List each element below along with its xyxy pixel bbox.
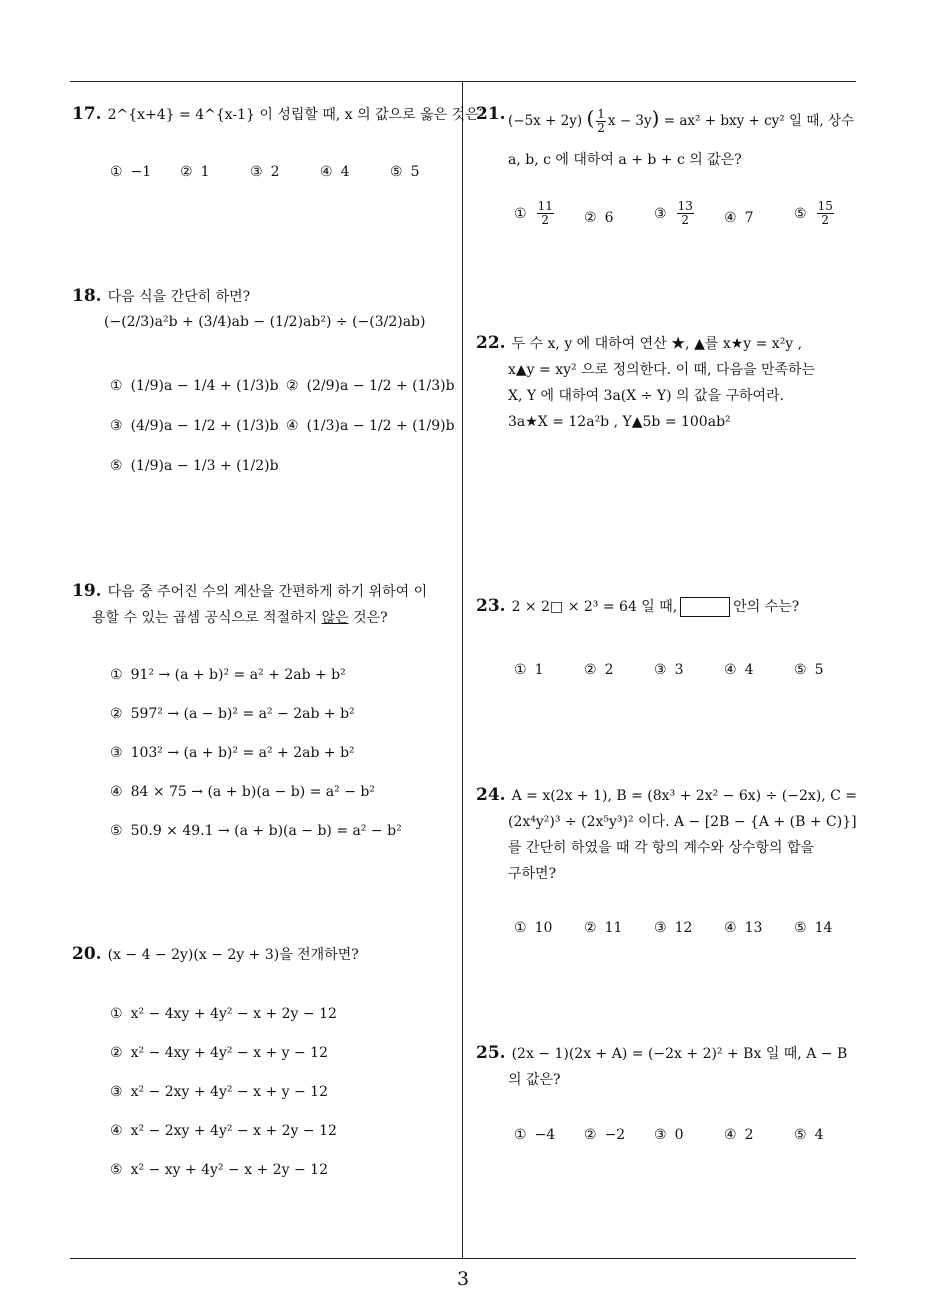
question-text-line: x▲y = xy² 으로 정의한다. 이 때, 다음을 만족하는 — [508, 362, 816, 378]
q21-line-2: a, b, c 에 대하여 a + b + c 의 값은? — [508, 152, 742, 168]
q20-option-1[interactable]: ① x² − 4xy + 4y² − x + 2y − 12 — [110, 1006, 337, 1022]
bottom-rule — [70, 1258, 856, 1259]
q18-option-2[interactable]: ② (2/9)a − 1/2 + (1/3)b — [286, 378, 455, 394]
q21-option-3[interactable]: ③ $\frac{13}{2}$ — [654, 199, 693, 227]
q20-option-5[interactable]: ⑤ x² − xy + 4y² − x + 2y − 12 — [110, 1162, 328, 1178]
q23-option-2[interactable]: ② 2 — [584, 662, 614, 678]
question-text: 안의 수는? — [733, 599, 800, 615]
question-21 — [476, 104, 512, 125]
underlined-word: 않은 — [321, 610, 349, 626]
q21-option-5[interactable]: ⑤ $\frac{15}{2}$ — [794, 199, 833, 227]
q19-option-2[interactable]: ② 597² → (a − b)² = a² − 2ab + b² — [110, 706, 355, 722]
question-text: 다음 식을 간단히 하면? — [107, 289, 251, 305]
q23-option-5[interactable]: ⑤ 5 — [794, 662, 824, 678]
question-22 — [476, 330, 815, 435]
q21-line-1: (−5x + 2y) ( $\frac{1}{2}$ x − 3y) = ax² + bxy + cy² 일 때, 상수 — [508, 106, 855, 135]
question-number: 25. — [476, 1043, 506, 1063]
q25-option-5[interactable]: ⑤ 4 — [794, 1127, 824, 1143]
question-text-line: (2x − 1)(2x + A) = (−2x + 2)² + Bx 일 때, A − B — [511, 1046, 848, 1062]
question-text: 2 × 2□ × 2³ = 64 일 때, — [511, 599, 678, 615]
q17-option-1[interactable]: ① −1 — [110, 164, 152, 180]
question-text: 2^{x+4} = 4^{x-1} 이 성립할 때, x 의 값으로 옳은 것은? — [107, 107, 487, 123]
q18-option-5[interactable]: ⑤ (1/9)a − 1/3 + (1/2)b — [110, 458, 279, 474]
question-text-line: 다음 중 주어진 수의 계산을 간편하게 하기 위하여 이 — [107, 584, 428, 600]
q25-option-3[interactable]: ③ 0 — [654, 1127, 684, 1143]
question-number: 19. — [72, 581, 102, 601]
page-number: 3 — [456, 1268, 470, 1290]
q19-option-1[interactable]: ① 91² → (a + b)² = a² + 2ab + b² — [110, 667, 346, 683]
q17-option-3[interactable]: ③ 2 — [250, 164, 280, 180]
question-text-line: 의 값은? — [508, 1072, 561, 1088]
question-text-line: 용할 수 있는 곱셈 공식으로 적절하지 — [92, 610, 322, 626]
question-number: 24. — [476, 785, 506, 805]
question-text: (x − 4 − 2y)(x − 2y + 3)을 전개하면? — [107, 947, 359, 963]
question-24 — [476, 782, 857, 887]
q25-option-4[interactable]: ④ 2 — [724, 1127, 754, 1143]
q24-option-2[interactable]: ② 11 — [584, 920, 623, 936]
q18-option-4[interactable]: ④ (1/3)a − 1/2 + (1/9)b — [286, 418, 455, 434]
q23-option-4[interactable]: ④ 4 — [724, 662, 754, 678]
given-conditions: 3a★X = 12a²b , Y▲5b = 100ab² — [508, 414, 731, 430]
fraction: $\frac{1}{2}$ — [597, 107, 605, 135]
q17-option-2[interactable]: ② 1 — [180, 164, 210, 180]
question-number: 22. — [476, 333, 506, 353]
question-text-line: 두 수 x, y 에 대하여 연산 ★, ▲를 x★y = x²y , — [511, 336, 803, 352]
question-number: 17. — [72, 104, 102, 124]
q18-expression: (−(2/3)a²b + (3/4)ab − (1/2)ab²) ÷ (−(3/2)ab) — [104, 314, 426, 330]
question-number: 20. — [72, 944, 102, 964]
top-rule — [70, 81, 856, 82]
question-19 — [72, 578, 427, 631]
question-number: 23. — [476, 596, 506, 616]
q23-option-3[interactable]: ③ 3 — [654, 662, 684, 678]
question-text-line: X, Y 에 대하여 3a(X ÷ Y) 의 값을 구하여라. — [508, 388, 785, 404]
question-text-line: A = x(2x + 1), B = (8x³ + 2x² − 6x) ÷ (−2x), C = — [511, 788, 857, 804]
q21-option-4[interactable]: ④ 7 — [724, 210, 754, 226]
question-25 — [476, 1040, 847, 1093]
question-text-line: 를 간단히 하였을 때 각 항의 계수와 상수항의 합을 — [508, 840, 815, 856]
q24-option-3[interactable]: ③ 12 — [654, 920, 693, 936]
question-number: 21. — [476, 104, 506, 124]
column-divider — [462, 82, 463, 1258]
q19-option-4[interactable]: ④ 84 × 75 → (a + b)(a − b) = a² − b² — [110, 784, 375, 800]
q18-option-1[interactable]: ① (1/9)a − 1/4 + (1/3)b — [110, 378, 279, 394]
question-23 — [476, 596, 799, 617]
q17-option-4[interactable]: ④ 4 — [320, 164, 350, 180]
q24-option-5[interactable]: ⑤ 14 — [794, 920, 833, 936]
q17-option-5[interactable]: ⑤ 5 — [390, 164, 420, 180]
q19-option-3[interactable]: ③ 103² → (a + b)² = a² + 2ab + b² — [110, 745, 355, 761]
q23-option-1[interactable]: ① 1 — [514, 662, 544, 678]
question-17 — [72, 104, 486, 125]
q20-option-2[interactable]: ② x² − 4xy + 4y² − x + y − 12 — [110, 1045, 328, 1061]
q21-option-2[interactable]: ② 6 — [584, 210, 614, 226]
q25-option-2[interactable]: ② −2 — [584, 1127, 626, 1143]
blank-box — [680, 597, 730, 617]
question-number: 18. — [72, 286, 102, 306]
q25-option-1[interactable]: ① −4 — [514, 1127, 556, 1143]
q20-option-3[interactable]: ③ x² − 2xy + 4y² − x + y − 12 — [110, 1084, 328, 1100]
q24-option-1[interactable]: ① 10 — [514, 920, 553, 936]
q21-option-1[interactable]: ① $\frac{11}{2}$ — [514, 199, 553, 227]
question-text-line: (2x⁴y²)³ ÷ (2x⁵y³)² 이다. A − [2B − {A + (B + C)}] — [508, 814, 857, 830]
q18-option-3[interactable]: ③ (4/9)a − 1/2 + (1/3)b — [110, 418, 279, 434]
question-text-line: 구하면? — [508, 866, 557, 882]
q20-option-4[interactable]: ④ x² − 2xy + 4y² − x + 2y − 12 — [110, 1123, 337, 1139]
question-20 — [72, 944, 359, 965]
q24-option-4[interactable]: ④ 13 — [724, 920, 763, 936]
question-text-line: 것은? — [348, 610, 388, 626]
question-18 — [72, 286, 250, 307]
q19-option-5[interactable]: ⑤ 50.9 × 49.1 → (a + b)(a − b) = a² − b² — [110, 823, 402, 839]
